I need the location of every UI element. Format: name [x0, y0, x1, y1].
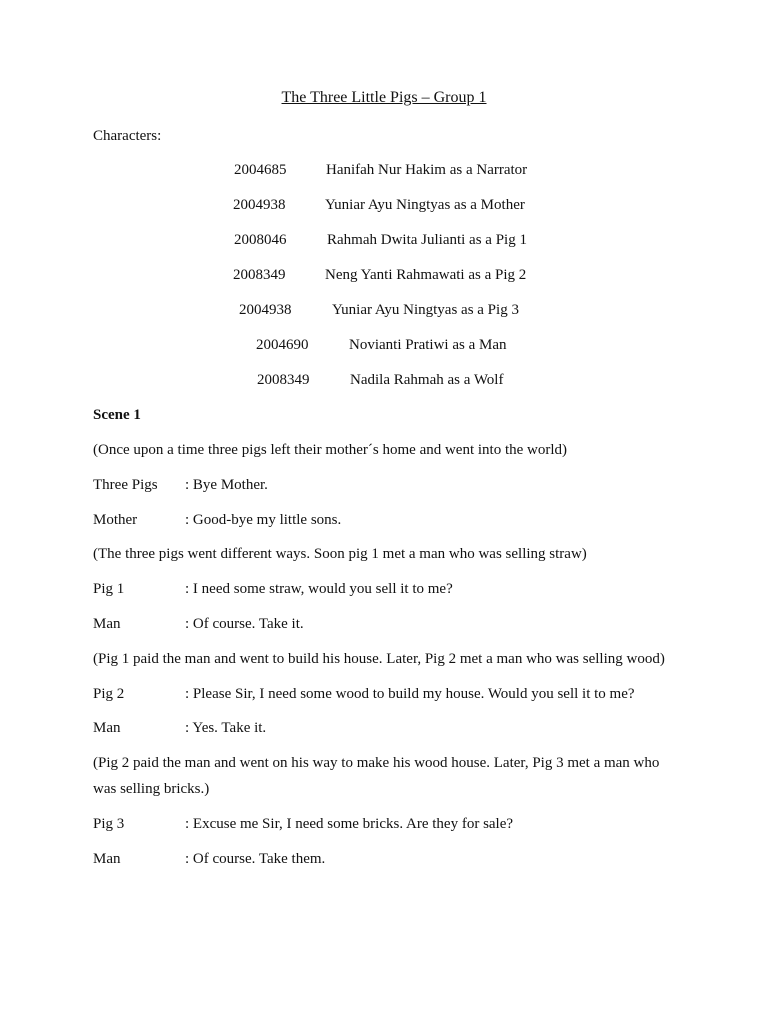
character-row: [233, 265, 553, 285]
speaker-name: Mother: [93, 512, 138, 528]
stage-direction: (Pig 2 paid the man and went on his way to make his wood house. Later, Pig 3 met a man who was selling bricks.): [93, 755, 660, 797]
dialogue-text: : I need some straw, would you sell it to me?: [185, 581, 453, 597]
speaker-name: Man: [93, 851, 121, 867]
document-title: [0, 88, 768, 108]
dialogue-text: : Good-bye my little sons.: [185, 512, 342, 528]
character-name: Nadila Rahmah as a Wolf: [350, 372, 504, 388]
character-row: [234, 230, 554, 250]
character-name: Yuniar Ayu Ningtyas as a Mother: [325, 197, 525, 213]
stage-direction: (Pig 1 paid the man and went to build his house. Later, Pig 2 met a man who was selling wood): [93, 651, 665, 667]
character-id: 2004938: [239, 302, 292, 318]
dialogue-line: [93, 684, 693, 704]
character-row: [234, 160, 554, 180]
dialogue-line: [93, 475, 693, 495]
character-row: [239, 300, 559, 320]
character-row: [257, 370, 577, 390]
dialogue-text: : Yes. Take it.: [185, 720, 267, 736]
dialogue-text: : Excuse me Sir, I need some bricks. Are they for sale?: [185, 816, 514, 832]
dialogue-text: : Please Sir, I need some wood to build my house. Would you sell it to me?: [185, 686, 635, 702]
stage-direction: (The three pigs went different ways. Soon pig 1 met a man who was selling straw): [93, 546, 587, 562]
speaker-name: Pig 1: [93, 581, 125, 597]
dialogue-text: : Bye Mother.: [185, 477, 268, 493]
speaker-name: Man: [93, 720, 121, 736]
character-name: Novianti Pratiwi as a Man: [349, 337, 507, 353]
speaker-name: Man: [93, 616, 121, 632]
stage-direction: (Once upon a time three pigs left their mother´s home and went into the world): [93, 442, 568, 458]
character-id: 2004685: [234, 162, 287, 178]
dialogue-line: [93, 849, 693, 869]
dialogue-line: [93, 718, 693, 738]
dialogue-text: : Of course. Take them.: [185, 851, 326, 867]
scene-heading: Scene 1: [93, 407, 141, 423]
character-row: [256, 335, 576, 355]
dialogue-line: [93, 510, 693, 530]
character-id: 2008349: [257, 372, 310, 388]
dialogue-line: [93, 614, 693, 634]
character-name: Rahmah Dwita Julianti as a Pig 1: [327, 232, 527, 248]
dialogue-line: [93, 579, 693, 599]
speaker-name: Pig 2: [93, 686, 125, 702]
character-name: Hanifah Nur Hakim as a Narrator: [326, 162, 528, 178]
character-id: 2008349: [233, 267, 286, 283]
speaker-name: Pig 3: [93, 816, 125, 832]
title-text: The Three Little Pigs – Group 1: [281, 89, 487, 106]
speaker-name: Three Pigs: [93, 477, 158, 493]
character-id: 2008046: [234, 232, 287, 248]
character-row: [233, 195, 553, 215]
dialogue-line: [93, 814, 693, 834]
character-id: 2004938: [233, 197, 286, 213]
characters-label: Characters:: [93, 128, 162, 144]
character-id: 2004690: [256, 337, 309, 353]
dialogue-text: : Of course. Take it.: [185, 616, 304, 632]
character-name: Neng Yanti Rahmawati as a Pig 2: [325, 267, 527, 283]
character-name: Yuniar Ayu Ningtyas as a Pig 3: [332, 302, 519, 318]
